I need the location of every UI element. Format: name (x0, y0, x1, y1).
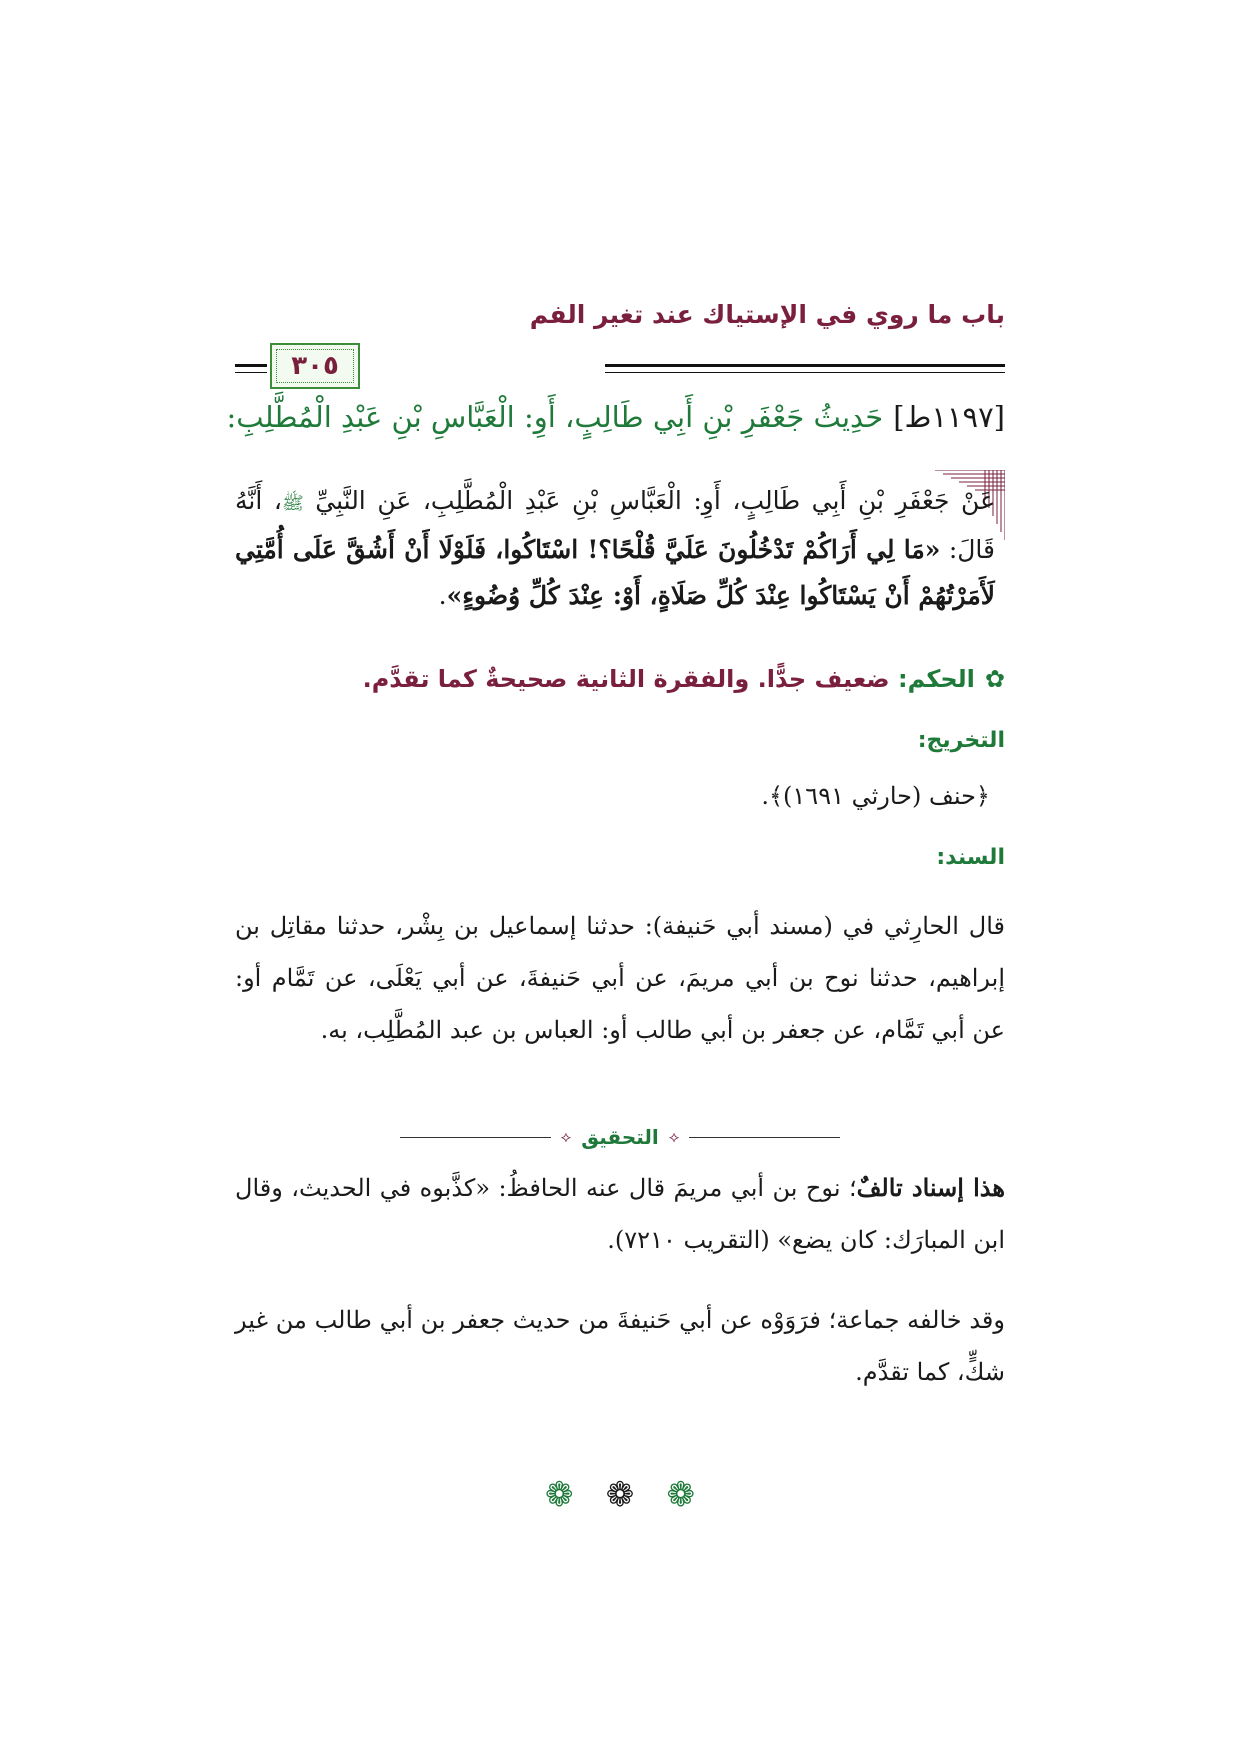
takhrij-label: التخريج: (917, 728, 1005, 753)
flower-icon: ✿ (984, 665, 1005, 693)
tahqiq-verdict: هذا إسناد تالفٌ (856, 1173, 1005, 1202)
divider-line (689, 1137, 840, 1138)
header-rule-left-thin (235, 372, 267, 373)
tahqiq-paragraph-1 (235, 1162, 1005, 1266)
header-rule-thin (605, 372, 1005, 373)
ruling-label: الحكم: (897, 665, 975, 693)
ruling-text: ضعيف جدًّا. والفقرة الثانية صحيحةٌ كما تقدَّم. (362, 665, 890, 693)
chapter-title: باب ما روي في الإستياك عند تغير الفم (529, 300, 1005, 329)
end-flower-icon: ❁ (545, 1475, 574, 1515)
tahqiq-p1-text: ؛ نوح بن أبي مريمَ قال عنه الحافظُ: «كذَّبوه في الحديث، وقال ابن المبارَك: كان يضع» (التقريب ٧٢١٠). (235, 1174, 1005, 1254)
divider-line (400, 1137, 551, 1138)
header-rule (605, 364, 1005, 367)
page-number (270, 343, 360, 389)
salla-glyph: ﷺ (281, 493, 304, 514)
matn-intro: عَنْ جَعْفَرِ بْنِ أَبِي طَالِبٍ، أَوِ: الْعَبَّاسِ بْنِ عَبْدِ الْمُطَّلِبِ، عَنِ النَّبِيِّ (315, 486, 996, 515)
matn-qal: ، أَنَّهُ قَالَ: (235, 486, 995, 564)
end-ornament (545, 1475, 695, 1515)
hadith-text (235, 478, 995, 619)
divider-ornament-icon: ⟡ (560, 1127, 572, 1146)
takhrij-text: ﴿حنف (حارثي ١٦٩١)﴾. (761, 782, 990, 810)
tahqiq-divider (400, 1122, 840, 1152)
ruling (225, 665, 1005, 693)
tahqiq-paragraph-2: وقد خالفه جماعة؛ فرَوَوْه عن أبي حَنيفةَ من حديث جعفر بن أبي طالب من غير شكٍّ، كما تقدَّم. (235, 1306, 1005, 1386)
end-flower-icon: ❁ (666, 1475, 695, 1515)
hadith-number: [١١٩٧ط] (893, 400, 1005, 434)
page-number-text: ٣٠٥ (291, 351, 339, 381)
sanad-text: قال الحارِثي في (مسند أبي حَنيفة): حدثنا إسماعيل بن بِشْر، حدثنا مقاتِل بن إبراهيم، حدثنا نوح بن أبي مريمَ، عن أبي حَنيفةَ، عن أبي يَعْلَى، عن تَمَّام أو: عن أبي تَمَّام، عن جعفر بن أبي طالب أو: العباس بن عبد المُطَّلِب، به. (235, 912, 1005, 1044)
hadith-title: حَدِيثُ جَعْفَرِ بْنِ أَبِي طَالِبٍ، أَوِ: الْعَبَّاسِ بْنِ عَبْدِ الْمُطَّلِبِ: (226, 400, 884, 434)
matn-end: . (438, 581, 447, 610)
tahqiq-label: التحقيق (581, 1125, 659, 1149)
sanad-label: السند: (936, 845, 1005, 870)
matn-quote: «مَا لِي أَرَاكُمْ تَدْخُلُونَ عَلَيَّ قُلْحًا؟! اسْتَاكُوا، فَلَوْلَا أَنْ أَشُقَّ عَلَى أُمَّتِي لَأَمَرْتُهُمْ أَنْ يَسْتَاكُوا عِنْدَ كُلِّ صَلَاةٍ، أَوْ: عِنْدَ كُلِّ وُضُوءٍ» (235, 535, 995, 610)
divider-ornament-icon: ⟡ (668, 1127, 680, 1146)
end-flower-icon: ❁ (605, 1475, 635, 1515)
hadith-heading (225, 400, 1005, 450)
header-rule-left (235, 364, 267, 367)
